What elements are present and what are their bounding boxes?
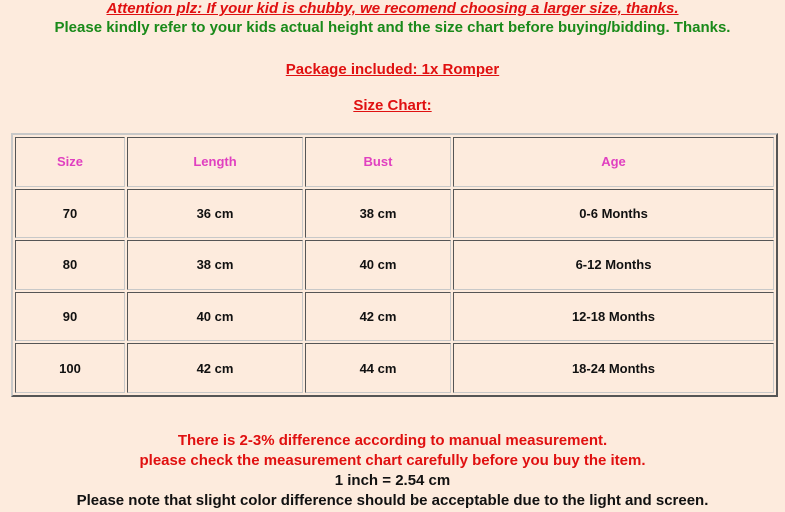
- table-row: [15, 240, 774, 290]
- cell-age: 0-6 Months: [453, 189, 774, 239]
- table-row: [15, 189, 774, 239]
- package-included: Package included: 1x Romper: [285, 61, 500, 78]
- size-chart-title: Size Chart:: [353, 97, 432, 114]
- header-size: Size: [15, 137, 125, 187]
- cell-length: 40 cm: [127, 292, 303, 342]
- table-row: [15, 343, 774, 393]
- table-row: [15, 292, 774, 342]
- refer-note: Please kindly refer to your kids actual height and the size chart before buying/bidding. Thanks.: [54, 19, 731, 36]
- cell-length: 38 cm: [127, 240, 303, 290]
- measurement-difference-note: There is 2-3% difference according to manual measurement.: [177, 432, 608, 449]
- attention-note: Attention plz: If your kid is chubby, we recomend choosing a larger size, thanks.: [106, 0, 679, 17]
- cell-bust: 44 cm: [305, 343, 451, 393]
- cell-bust: 42 cm: [305, 292, 451, 342]
- cell-age: 18-24 Months: [453, 343, 774, 393]
- cell-size: 70: [15, 189, 125, 239]
- check-chart-note: please check the measurement chart carefully before you buy the item.: [139, 452, 646, 469]
- cell-size: 90: [15, 292, 125, 342]
- table-header-row: [15, 137, 774, 187]
- size-chart-table: [11, 133, 778, 397]
- header-age: Age: [453, 137, 774, 187]
- cell-length: 42 cm: [127, 343, 303, 393]
- cell-age: 12-18 Months: [453, 292, 774, 342]
- color-difference-note: Please note that slight color difference should be acceptable due to the light and screen.: [76, 492, 709, 509]
- cell-length: 36 cm: [127, 189, 303, 239]
- cell-bust: 40 cm: [305, 240, 451, 290]
- cell-age: 6-12 Months: [453, 240, 774, 290]
- cell-bust: 38 cm: [305, 189, 451, 239]
- inch-conversion: 1 inch = 2.54 cm: [334, 472, 451, 489]
- header-bust: Bust: [305, 137, 451, 187]
- header-length: Length: [127, 137, 303, 187]
- cell-size: 80: [15, 240, 125, 290]
- cell-size: 100: [15, 343, 125, 393]
